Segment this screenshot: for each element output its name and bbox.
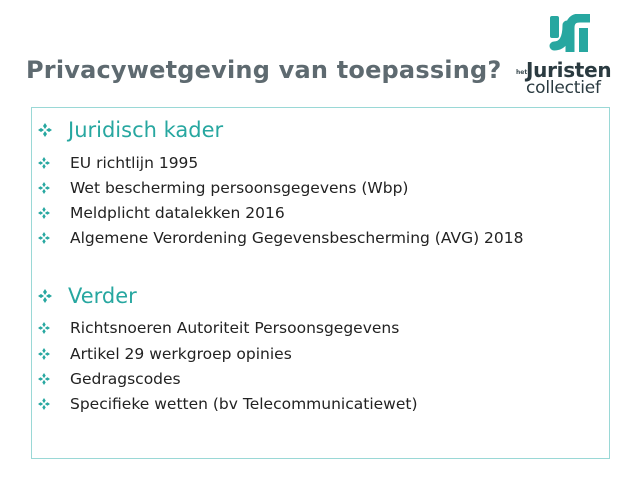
slide-title: Privacywetgeving van toepassing?: [26, 56, 502, 84]
four-diamond-bullet-icon: [38, 373, 50, 385]
section-heading-verder: [38, 284, 137, 308]
list-item-text: Richtsnoeren Autoriteit Persoonsgegevens: [70, 319, 400, 337]
list-item: [38, 319, 399, 337]
list-item-text: Algemene Verordening Gegevensbescherming (AVG) 2018: [70, 229, 524, 247]
list-item-text: Artikel 29 werkgroep opinies: [70, 345, 292, 363]
four-diamond-bullet-icon: [38, 398, 50, 410]
list-item: [38, 395, 418, 413]
four-diamond-bullet-icon: [38, 123, 52, 137]
brand-small-text: het: [516, 69, 528, 76]
brand-name-line2: collectief: [526, 78, 601, 98]
four-diamond-bullet-icon: [38, 182, 50, 194]
brand-name-line1: Juristen: [526, 58, 612, 82]
list-item: [38, 179, 408, 197]
list-item-text: Gedragscodes: [70, 370, 181, 388]
section-heading-text: Verder: [68, 284, 137, 308]
section-heading-text: Juridisch kader: [68, 118, 224, 142]
list-item-text: EU richtlijn 1995: [70, 154, 199, 172]
list-item-text: Specifieke wetten (bv Telecommunicatiewet): [70, 395, 418, 413]
brand-logo: [516, 14, 626, 100]
list-item-text: Wet bescherming persoonsgegevens (Wbp): [70, 179, 409, 197]
list-item: [38, 204, 285, 222]
four-diamond-bullet-icon: [38, 289, 52, 303]
list-item: [38, 345, 292, 363]
section-heading-juridisch-kader: [38, 118, 223, 142]
four-diamond-bullet-icon: [38, 207, 50, 219]
logo-mark-icon: [548, 14, 592, 54]
list-item: [38, 370, 181, 388]
four-diamond-bullet-icon: [38, 322, 50, 334]
four-diamond-bullet-icon: [38, 157, 50, 169]
four-diamond-bullet-icon: [38, 232, 50, 244]
list-item-text: Meldplicht datalekken 2016: [70, 204, 285, 222]
list-item: [38, 229, 524, 247]
list-item: [38, 154, 198, 172]
four-diamond-bullet-icon: [38, 348, 50, 360]
